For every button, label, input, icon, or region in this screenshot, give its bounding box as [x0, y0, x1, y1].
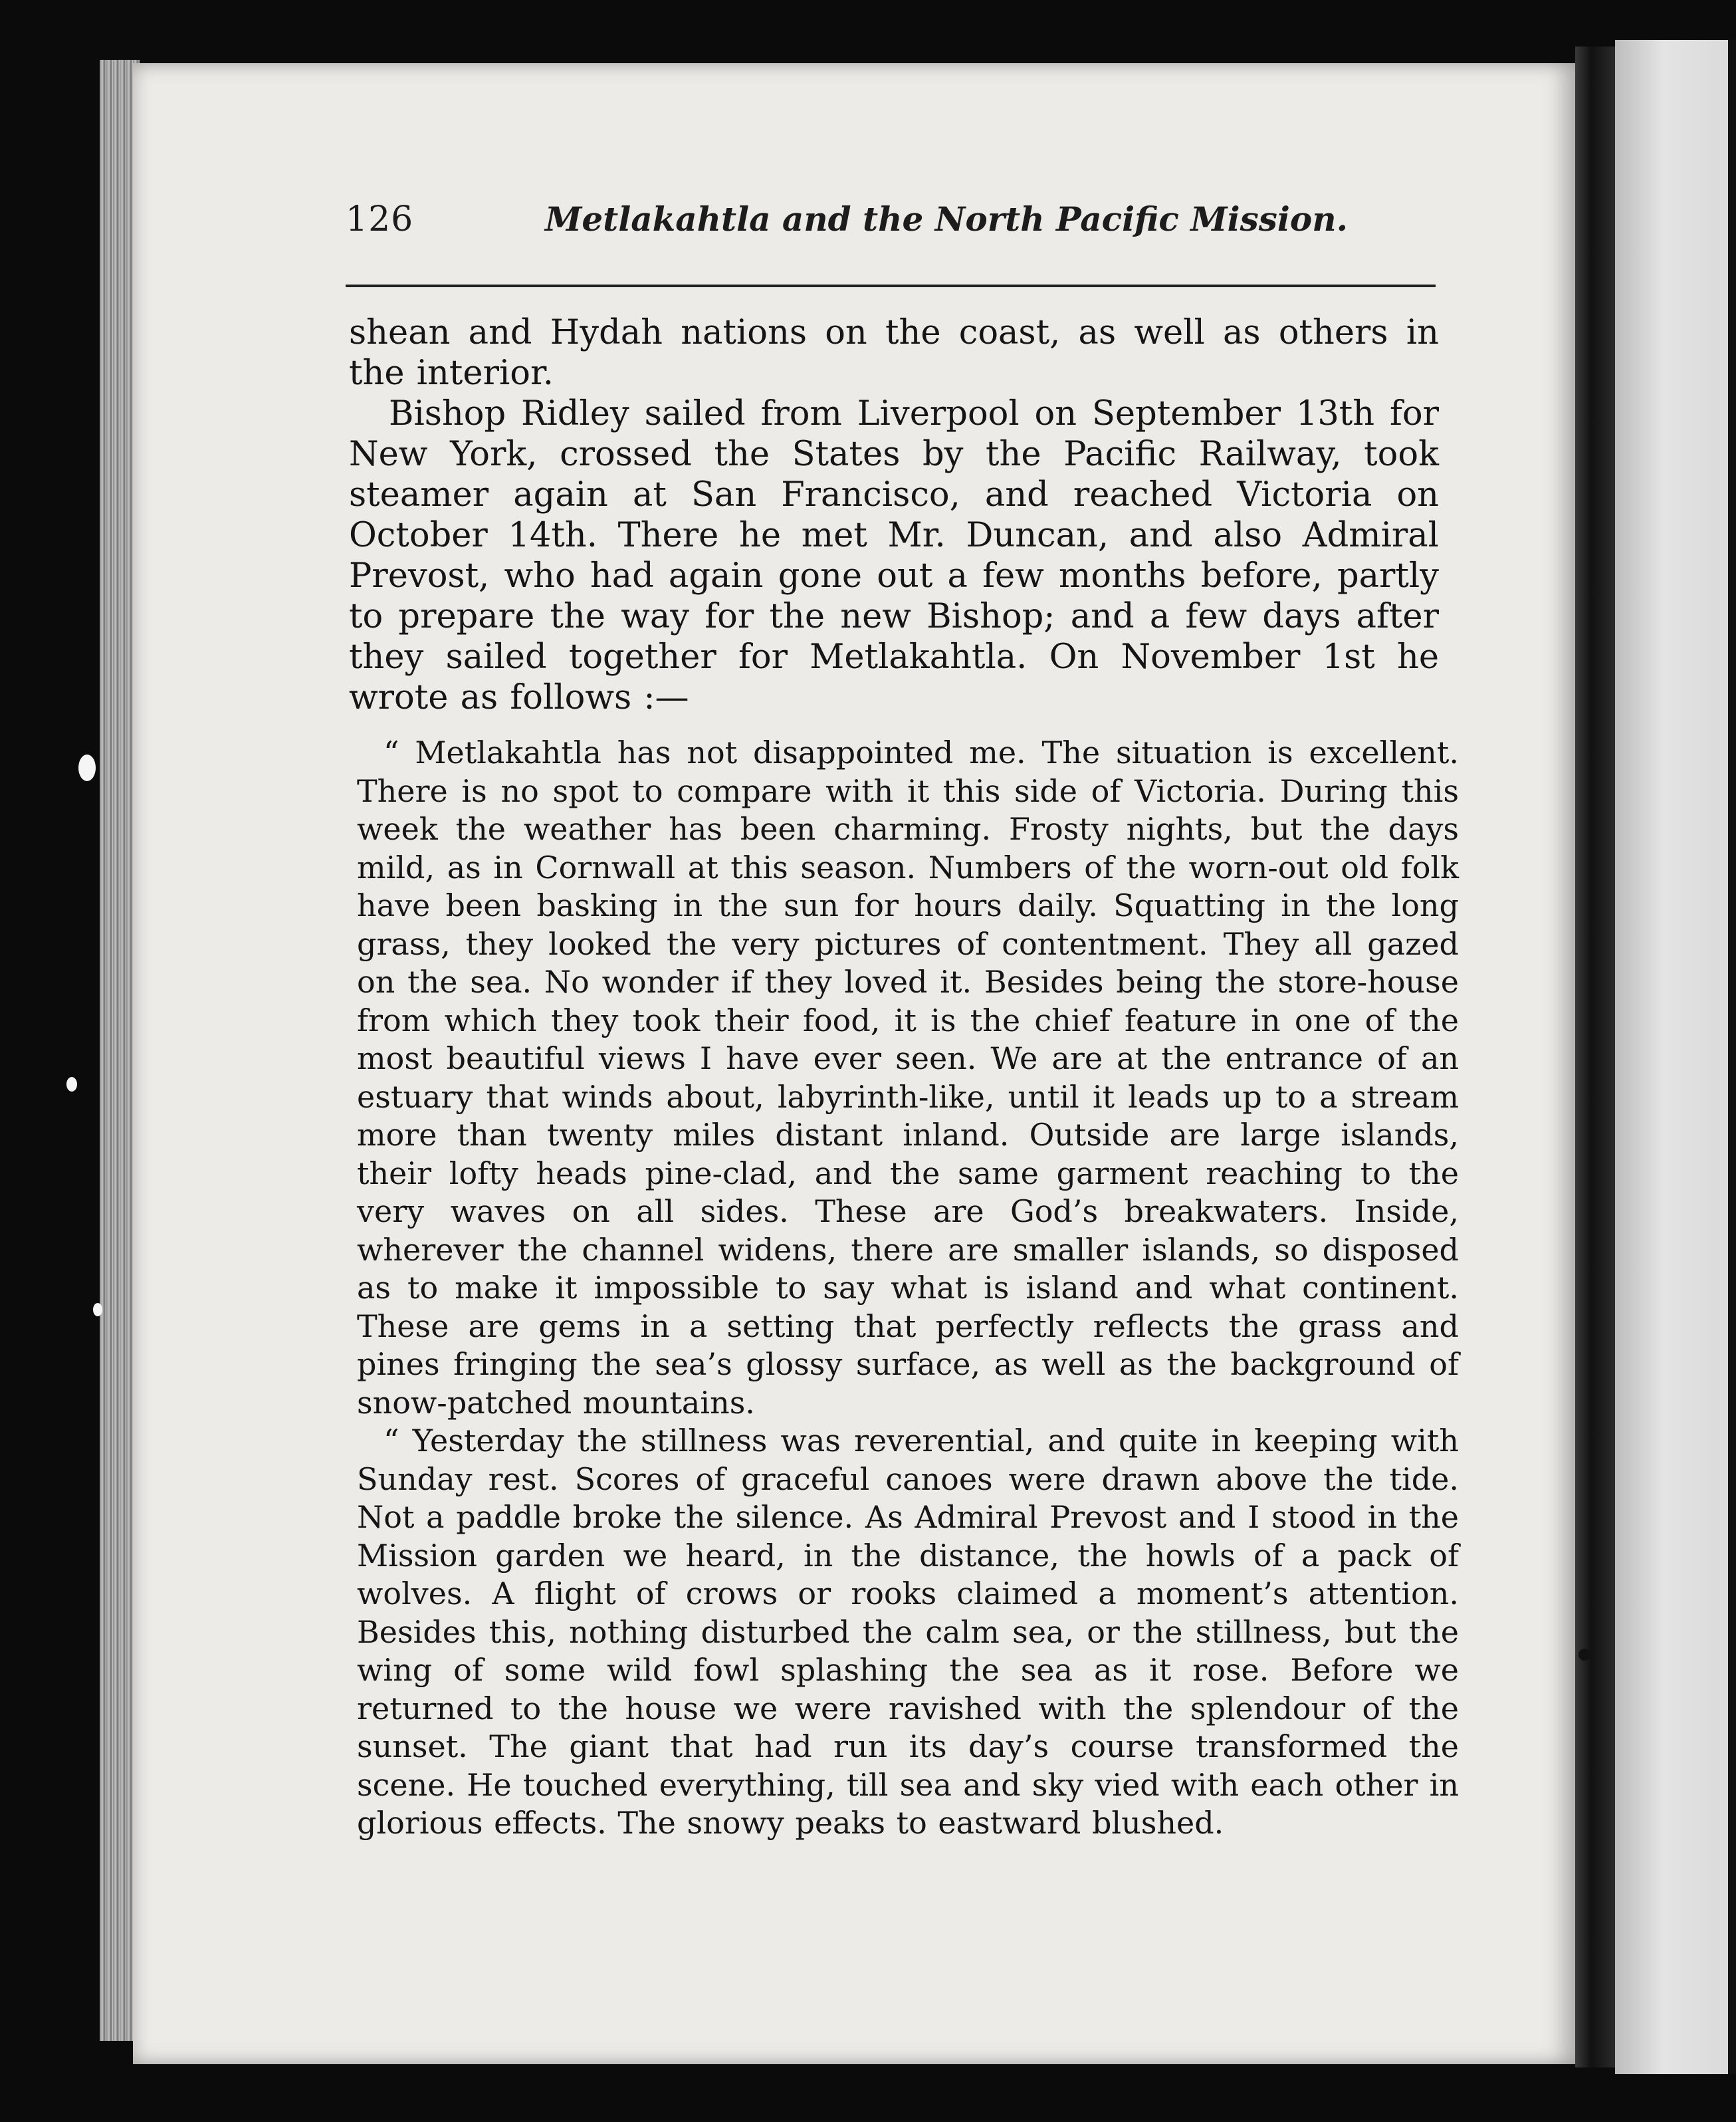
- facing-page-edge: [1615, 40, 1736, 2074]
- scan-speck: [78, 755, 96, 781]
- page-number: 126: [346, 199, 414, 239]
- running-title: Metlakahtla and the North Pacific Mission.: [545, 199, 1349, 239]
- body-text: [349, 312, 1459, 1843]
- header-rule: [346, 285, 1436, 287]
- quote-paragraph-metlakahtla: “ Metlakahtla has not disappointed me. The situation is excellent. There is no spot to compare with it this side of Victoria. During this week the weather has been charming. Frosty nights, but the days mild, as in Cornwall at this season. Numbers of the worn-out old folk have been basking in the sun for hours daily. Squatting in the long grass, they looked the very pictures of contentment. They all gazed on the sea. No wonder if they loved it. Besides being the store-house from which they took their food, it is the chief feature in one of the most beautiful views I have ever seen. We are at the entrance of an estuary that winds about, labyrinth-like, until it leads up to a stream more than twenty miles distant inland. Outside are large islands, their lofty heads pine-clad, and the same garment reaching to the very waves on all sides. These are God’s breakwaters. Inside, wherever the channel widens, there are smaller islands, so disposed as to make it impossible to say what is island and what continent. These are gems in a setting that perfectly reflects the grass and pines fringing the sea’s glossy surface, as well as the background of snow-patched mountains.: [357, 735, 1459, 1421]
- running-head: [346, 199, 1436, 259]
- paragraph-continuation: shean and Hydah nations on the coast, as well as others in the interior.: [349, 313, 1439, 393]
- scan-speck: [1578, 1649, 1590, 1661]
- scan-speck: [93, 1303, 102, 1316]
- book-spine-shadow: [1575, 47, 1615, 2067]
- scan-edge-right: [1728, 40, 1736, 2074]
- paragraph-bishop-ridley: Bishop Ridley sailed from Liverpool on September 13th for New York, crossed the States by the Pacific Railway, took steamer again at San Francisco, and reached Victoria on October 14th. There he met Mr. Duncan, and also Admiral Prevost, who had again gone out a few months before, partly to prepare the way for the new Bishop; and a few days after they sailed together for Metlakahtla. On November 1st he wrote as follows :—: [349, 394, 1439, 717]
- scan-speck: [66, 1077, 77, 1092]
- quote-paragraph-yesterday: “ Yesterday the stillness was reverential, and quite in keeping with Sunday rest. Scores of graceful canoes were drawn above the tide. Not a paddle broke the silence. As Admiral Prevost and I stood in the Mission garden we heard, in the distance, the howls of a pack of wolves. A flight of crows or rooks claimed a moment’s attention. Besides this, nothing disturbed the calm sea, or the stillness, but the wing of some wild fowl splashing the sea as it rose. Before we returned to the house we were ravished with the splendour of the sunset. The giant that had run its day’s course transformed the scene. He touched everything, till sea and sky vied with each other in glorious effects. The snowy peaks to eastward blushed.: [357, 1423, 1459, 1841]
